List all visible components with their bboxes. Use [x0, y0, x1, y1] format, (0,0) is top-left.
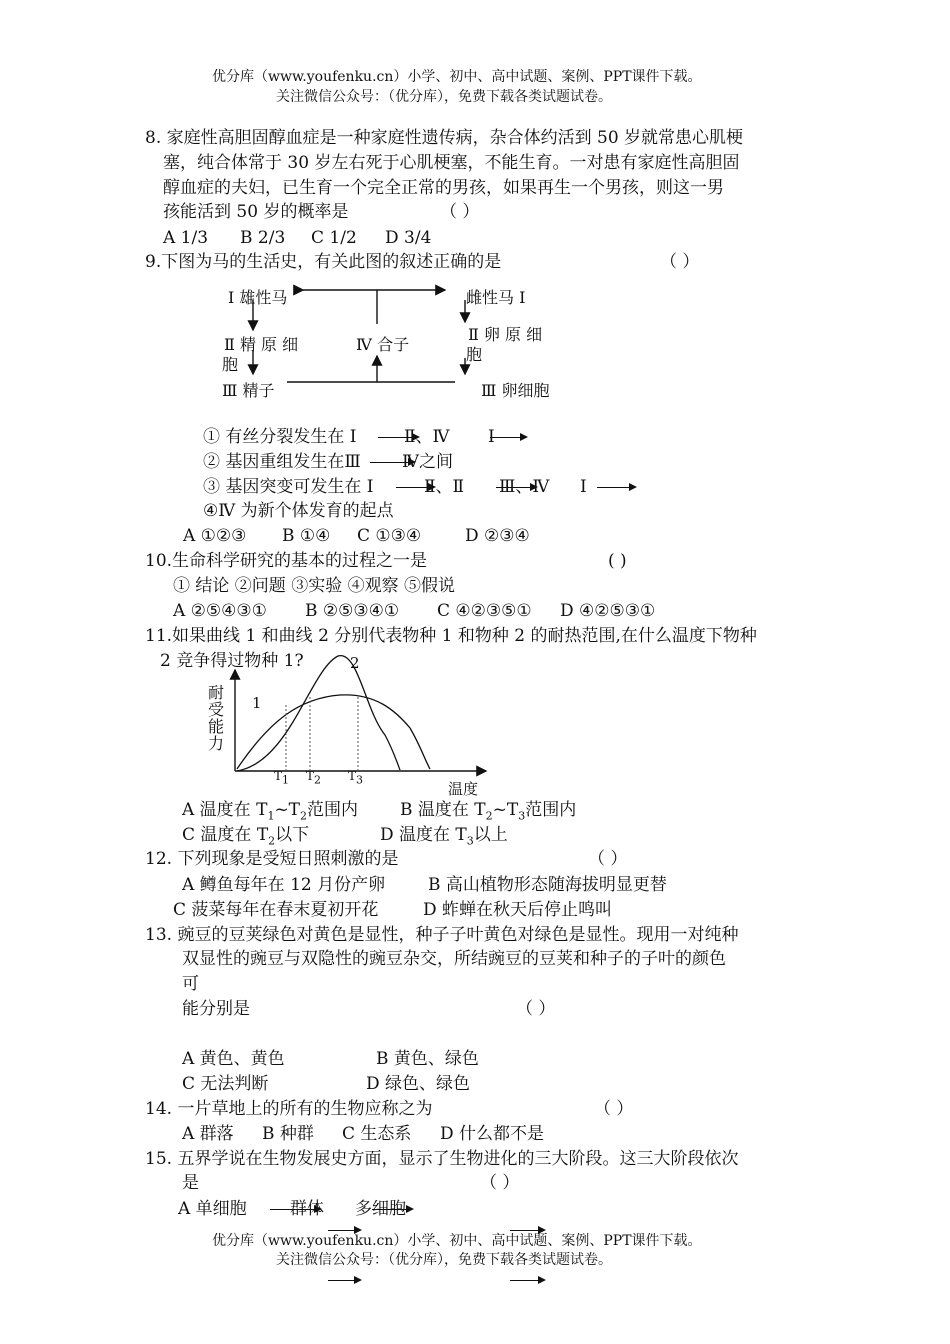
chart-ylabel-2: 受: [208, 700, 225, 719]
q9-answer-paren: （ ）: [660, 252, 700, 272]
q9-statement-1c: Ⅰ: [488, 427, 495, 447]
q8-line-1: 8. 家庭性高胆固醇血症是一种家庭性遗传病，杂合体约活到 50 岁就常患心肌梗: [145, 128, 744, 148]
q10-option-a: A ②⑤④③①: [173, 601, 267, 621]
chart-curve-1-label: 1: [252, 694, 262, 712]
q14-stem: 14. 一片草地上的所有的生物应称之为: [145, 1099, 433, 1119]
q8-option-b: B 2/3: [240, 228, 286, 248]
header-line-1: 优分库（www.youfenku.cn）小学、初中、高中试题、案例、PPT课件下载。: [212, 69, 702, 85]
q13-answer-paren: （ ）: [516, 999, 556, 1019]
q11-option-d: D 温度在 $T_3$以上: [380, 825, 508, 848]
chart-curve-2-label: 2: [350, 654, 360, 672]
q9-statement-2: ② 基因重组发生在Ⅲ: [203, 452, 361, 472]
q13-line-3: 可: [182, 974, 199, 994]
q14-answer-paren: （ ）: [594, 1099, 634, 1119]
q8-line-3: 醇血症的夫妇，已生育一个完全正常的男孩，如果再生一个男孩，则这一男: [163, 178, 724, 198]
q9-option-c: C ①③④: [357, 526, 422, 546]
q12-option-a: A 鳟鱼每年在 12 月份产卵: [182, 875, 386, 895]
diagram-female-horse: 雌性马 Ⅰ: [466, 288, 526, 307]
q11-option-c: C 温度在 $T_2$以下: [182, 825, 310, 848]
q11-line-1: 11.如果曲线 1 和曲线 2 分别代表物种 1 和物种 2 的耐热范围,在什么温度下物种: [145, 626, 757, 646]
arrow-icon: [510, 1280, 544, 1281]
q8-line-4: 孩能活到 50 岁的概率是: [163, 202, 349, 222]
diagram-spermatogonium-2: 胞: [222, 355, 239, 374]
q8-option-d: D 3/4: [385, 228, 432, 248]
q13-line-2: 双显性的豌豆与双隐性的豌豆杂交，所结豌豆的豆荚和种子的子叶的颜色: [182, 949, 726, 969]
q15-answer-paren: （ ）: [480, 1173, 520, 1193]
q9-option-d: D ②③④: [465, 526, 530, 546]
q8-line-2: 塞，纯合体常于 30 岁左右死于心肌梗塞，不能生育。一对患有家庭性高胆固: [163, 153, 740, 173]
arrow-icon: [328, 1280, 360, 1281]
q9-statement-3: ③ 基因突变可发生在 Ⅰ: [203, 477, 374, 497]
curve-species-1: [237, 695, 430, 769]
q9-statement-3b: Ⅱ、Ⅱ: [424, 477, 465, 497]
q13-option-b: B 黄色、绿色: [376, 1049, 479, 1069]
arrow-icon: [510, 1230, 544, 1231]
chart-tick-t1: $T_1$: [274, 769, 290, 787]
q9-statement-3d: Ⅰ: [580, 477, 587, 497]
diagram-sperm: Ⅲ 精子: [222, 381, 275, 400]
q9-statement-1: ① 有丝分裂发生在 Ⅰ: [203, 427, 357, 447]
q15-option-a-stage-2: 群体: [290, 1199, 324, 1219]
q14-option-d: D 什么都不是: [440, 1124, 545, 1144]
q10-items: ① 结论 ②问题 ③实验 ④观察 ⑤假说: [173, 576, 456, 596]
q10-option-c: C ④②③⑤①: [437, 601, 532, 621]
footer-line-1: 优分库（www.youfenku.cn）小学、初中、高中试题、案例、PPT课件下载。: [212, 1233, 702, 1249]
arrow-icon: [490, 437, 526, 438]
diagram-oogonium-2: 胞: [466, 345, 483, 364]
q13-option-c: C 无法判断: [182, 1074, 269, 1094]
q13-line-1: 13. 豌豆的豆荚绿色对黄色是显性，种子子叶黄色对绿色是显性。现用一对纯种: [145, 925, 739, 945]
q15-option-a-stage-1: A 单细胞: [178, 1199, 247, 1219]
q9-option-a: A ①②③: [183, 526, 247, 546]
diagram-oogonium: Ⅱ 卵 原 细: [468, 325, 543, 344]
q9-option-b: B ①④: [282, 526, 331, 546]
chart-ylabel-3: 能: [208, 717, 225, 736]
q9-statement-1b: Ⅱ、Ⅳ: [404, 427, 450, 447]
q10-stem: 10.生命科学研究的基本的过程之一是: [145, 551, 428, 571]
chart-xlabel: 温度: [448, 780, 479, 798]
q15-line-2: 是: [182, 1173, 199, 1193]
q10-answer-paren: ( ): [608, 551, 627, 571]
diagram-spermatogonium: Ⅱ 精 原 细: [224, 335, 299, 354]
q14-option-c: C 生态系: [342, 1124, 412, 1144]
q13-option-d: D 绿色、绿色: [366, 1074, 471, 1094]
arrow-icon: [372, 1209, 412, 1210]
q8-option-a: A 1/3: [163, 228, 209, 248]
q12-option-b: B 高山植物形态随海拔明显更替: [428, 875, 667, 895]
q12-answer-paren: （ ）: [588, 849, 628, 869]
q10-option-d: D ④②⑤③①: [560, 601, 656, 621]
chart-ylabel-4: 力: [208, 734, 225, 753]
q13-option-a: A 黄色、黄色: [182, 1049, 285, 1069]
footer-line-2: 关注微信公众号：（优分库），免费下载各类试题试卷。: [276, 1252, 612, 1268]
arrow-icon: [597, 487, 635, 488]
diagram-zygote: Ⅳ 合子: [356, 335, 410, 354]
q10-option-b: B ②⑤③④①: [305, 601, 400, 621]
q15-option-a-stage-3: 多细胞: [355, 1199, 406, 1219]
q15-line-1: 15. 五界学说在生物发展史方面，显示了生物进化的三大阶段。这三大阶段依次: [145, 1149, 739, 1169]
arrow-icon: [328, 1230, 360, 1231]
q11-line-2: 2 竞争得过物种 1?: [160, 651, 304, 671]
diagram-egg: Ⅲ 卵细胞: [481, 381, 550, 400]
q9-stem: 9.下图为马的生活史，有关此图的叙述正确的是: [145, 252, 502, 272]
q8-option-c: C 1/2: [311, 228, 357, 248]
q11-option-a: A 温度在 $T_1\sim T_2$范围内: [182, 800, 359, 823]
q9-statement-3c: Ⅲ、Ⅳ: [499, 477, 550, 497]
header-line-2: 关注微信公众号：（优分库），免费下载各类试题试卷。: [276, 89, 612, 105]
q14-option-a: A 群落: [182, 1124, 234, 1144]
q12-stem: 12. 下列现象是受短日照刺激的是: [145, 849, 399, 869]
q9-statement-2b: Ⅳ之间: [402, 452, 453, 472]
chart-tick-t3: $T_3$: [348, 769, 364, 787]
diagram-male-horse: Ⅰ 雄性马: [228, 288, 288, 307]
q14-option-b: B 种群: [262, 1124, 314, 1144]
q12-option-c: C 菠菜每年在春末夏初开花: [173, 900, 379, 920]
q8-answer-paren: （ ）: [440, 202, 480, 222]
q9-statement-4: ④Ⅳ 为新个体发育的起点: [203, 501, 394, 521]
chart-ylabel-1: 耐: [208, 683, 225, 702]
chart-tick-t2: $T_2$: [306, 769, 322, 787]
q11-option-b: B 温度在 $T_2\sim T_3$范围内: [400, 800, 577, 823]
q12-option-d: D 蚱蝉在秋天后停止鸣叫: [423, 900, 613, 920]
q13-line-4: 能分别是: [182, 999, 250, 1019]
